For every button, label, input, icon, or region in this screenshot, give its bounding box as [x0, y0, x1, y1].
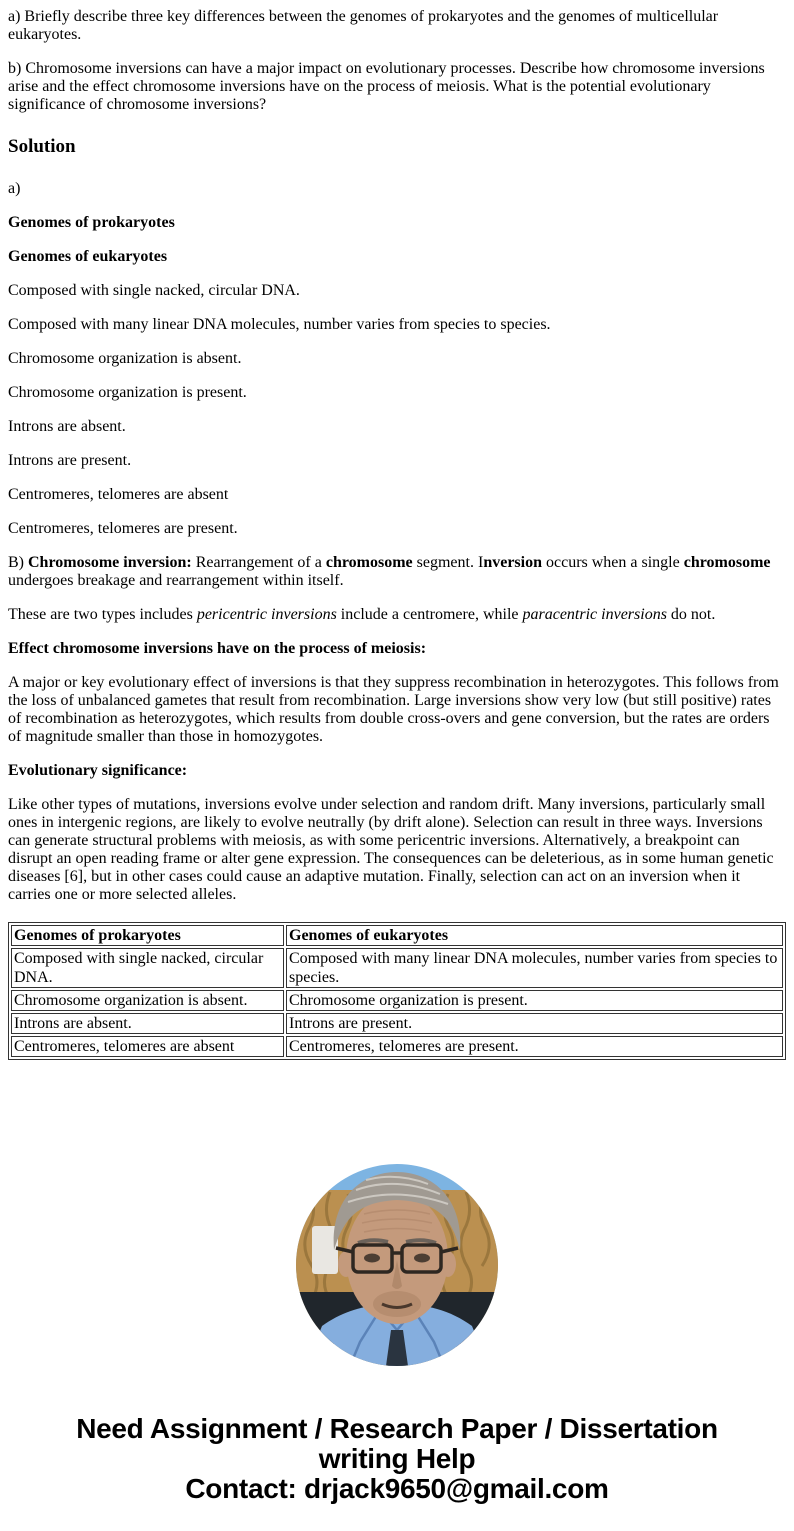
contact-label: Contact:	[185, 1473, 297, 1504]
tutor-portrait-photo	[296, 1164, 498, 1366]
table-cell: Centromeres, telomeres are absent	[11, 1036, 284, 1057]
evolutionary-significance-heading: Evolutionary significance:	[8, 762, 188, 779]
contact-email: drjack9650@gmail.com	[304, 1473, 609, 1504]
prokaryote-centromeres-line: Centromeres, telomeres are absent	[8, 486, 229, 503]
table-cell: Composed with many linear DNA molecules, number varies from species to species.	[286, 948, 783, 988]
solution-heading: Solution	[8, 136, 76, 157]
comparison-table	[8, 922, 786, 1060]
prokaryote-organization-line: Chromosome organization is absent.	[8, 350, 242, 367]
table-cell: Chromosome organization is present.	[286, 990, 783, 1011]
eukaryote-genomes-heading: Genomes of eukaryotes	[8, 248, 168, 265]
right-eye	[414, 1254, 430, 1263]
evolutionary-significance-paragraph: Like other types of mutations, inversions evolve under selection and random drift. Many inversions, particularly small ones in intergenic regions, are likely to evolve neutrally (by drift alone). Selection can result in three ways. Inversions can generate structural problems with meiosis, as with some pericentric inversions. Alternatively, a breakpoint can disrupt an open reading frame or alter gene expression. The consequences can be deleterious, as in some human genetic diseases [6], but in other cases could cause an adaptive mutation. Finally, selection can act on an inversion when it carries one or more selected alleles.	[8, 796, 774, 903]
chromosome-inversion-definition: B) Chromosome inversion: Rearrangement of a chromosome segment. Inversion occurs when a single chromosome undergoes breakage and rearrangement within itself.	[8, 554, 771, 589]
table-cell: Introns are present.	[286, 1013, 783, 1034]
footer-line-2: writing Help	[318, 1443, 476, 1474]
table-row	[11, 990, 783, 1011]
table-row	[11, 1036, 783, 1057]
avatar-container	[8, 1164, 786, 1366]
table-header-cell: Genomes of eukaryotes	[286, 925, 783, 946]
prokaryote-genomes-heading: Genomes of prokaryotes	[8, 214, 175, 231]
stubble-shadow	[373, 1291, 421, 1317]
table-header-cell: Genomes of prokaryotes	[11, 925, 284, 946]
table-cell: Composed with single nacked, circular DNA.	[11, 948, 284, 988]
inversion-types: These are two types includes pericentric inversions include a centromere, while paracentric inversions do not.	[8, 606, 716, 623]
question-a: a) Briefly describe three key differences between the genomes of prokaryotes and the genomes of multicellular eukaryotes.	[8, 8, 719, 43]
meiosis-effect-heading: Effect chromosome inversions have on the process of meiosis:	[8, 640, 427, 657]
table-cell: Introns are absent.	[11, 1013, 284, 1034]
document	[8, 8, 786, 1504]
table-cell: Centromeres, telomeres are present.	[286, 1036, 783, 1057]
answer-a-label: a)	[8, 180, 21, 197]
table-header-row	[11, 925, 783, 946]
footer-banner	[8, 1414, 786, 1504]
eukaryote-dna-line: Composed with many linear DNA molecules, number varies from species to species.	[8, 316, 551, 333]
eukaryote-centromeres-line: Centromeres, telomeres are present.	[8, 520, 238, 537]
table-row	[11, 1013, 783, 1034]
eukaryote-organization-line: Chromosome organization is present.	[8, 384, 247, 401]
prokaryote-dna-line: Composed with single nacked, circular DNA.	[8, 282, 300, 299]
footer-line-1: Need Assignment / Research Paper / Dissertation	[76, 1413, 718, 1444]
footer-contact-line	[8, 1474, 786, 1504]
left-eye	[364, 1254, 380, 1263]
table-row	[11, 948, 783, 988]
meiosis-effect-paragraph: A major or key evolutionary effect of inversions is that they suppress recombination in heterozygotes. This follows from the loss of unbalanced gametes that result from recombination. Large inversions show very low (but still positive) rates of recombination as heterozygotes, which results from double cross-overs and gene conversion, but the rates are orders of magnitude smaller than those in homozygotes.	[8, 674, 779, 745]
table-cell: Chromosome organization is absent.	[11, 990, 284, 1011]
eukaryote-introns-line: Introns are present.	[8, 452, 132, 469]
question-b: b) Chromosome inversions can have a major impact on evolutionary processes. Describe how chromosome inversions arise and the effect chromosome inversions have on the process of meiosis. What is the potential evolutionary significance of chromosome inversions?	[8, 60, 765, 113]
prokaryote-introns-line: Introns are absent.	[8, 418, 126, 435]
